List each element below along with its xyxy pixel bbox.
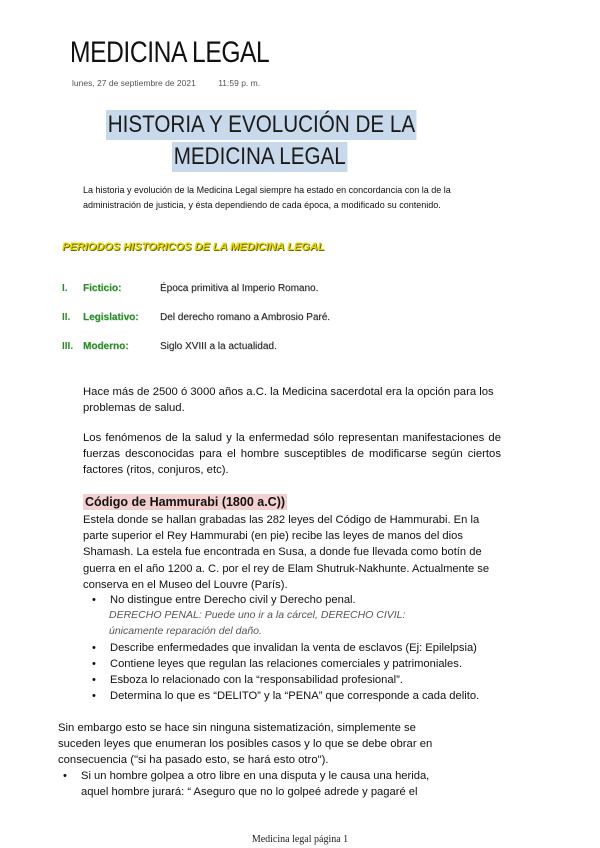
period-item (62, 341, 277, 352)
period-number: II. (62, 312, 71, 323)
list-item-text: No distingue entre Derecho civil y Derecho penal. (110, 594, 356, 606)
period-description: Del derecho romano a Ambrosio Paré. (160, 312, 331, 323)
hammurabi-heading: Código de Hammurabi (1800 a.C)) (85, 495, 286, 509)
hero-title-line-2: MEDICINA LEGAL (173, 143, 346, 170)
period-term: Legislativo: (83, 312, 139, 323)
period-number: III. (62, 341, 74, 352)
note-line: únicamente reparación del daño. (109, 624, 262, 637)
list-item-text: Esboza lo relacionado con la “responsabilidad profesional”. (110, 674, 403, 686)
periods-heading: PERIODOS HISTORICOS DE LA MEDICINA LEGAL (62, 241, 325, 253)
time-text: 11:59 p. m. (218, 78, 261, 88)
list-item-text: Si un hombre golpea a otro libre en una disputa y le causa una herida, (81, 770, 430, 782)
list-item (92, 656, 462, 672)
paragraph-fenomenos: Los fenómenos de la salud y la enfermedad sólo representan manifestaciones de fuerzas desconocidas para el hombre susceptibles de modificarse según ciertos factores (ritos, conjuros, etc). (83, 432, 501, 476)
list-item-text-continued: aquel hombre jurará: “ Aseguro que no lo golpeé adrede y pagaré el (81, 786, 418, 799)
period-description: Época primitiva al Imperio Romano. (160, 283, 319, 294)
period-item (62, 283, 318, 294)
bullet-icon: • (92, 594, 96, 606)
list-item-text: Determina lo que es “DELITO” y la “PENA” que corresponde a cada delito. (110, 690, 480, 702)
period-description: Siglo XVIII a la actualidad. (160, 341, 277, 352)
list-item (92, 640, 477, 656)
list-item-text: Describe enfermedades que invalidan la venta de esclavos (Ej: Epilelpsia) (110, 642, 477, 654)
note-line: DERECHO PENAL: Puede uno ir a la cárcel, DERECHO CIVIL: (109, 609, 406, 621)
bullet-icon: • (92, 642, 96, 654)
list-item-text: Contiene leyes que regulan las relaciones comerciales y patrimoniales. (110, 658, 462, 670)
page-title: MEDICINA LEGAL (70, 36, 270, 69)
period-item (62, 312, 330, 323)
list-item (63, 768, 483, 800)
bullet-note (109, 608, 439, 639)
intro-paragraph: La historia y evolución de la Medicina Legal siempre ha estado en concordancia con la de la administración de justicia, y ésta dependiendo de cada época, a modificado su contenido. (83, 185, 451, 210)
period-term: Ficticio: (83, 283, 122, 294)
bullet-icon: • (92, 674, 96, 686)
list-item (92, 672, 403, 688)
bullet-icon: • (92, 658, 96, 670)
hammurabi-paragraph: Estela donde se hallan grabadas las 282 leyes del Código de Hammurabi. En la parte superior el Rey Hammurabi (en pie) recibe las leyes de manos del dios Shamash. La estela fue encontrada en Susa, a donde fue llevada como botín de guerra en el año 1200 a. C. por el rey de Elam Shutruk-Nakhunte. Actualmente se conserva en el Museo del Louvre (París). (83, 514, 490, 591)
page-footer: Medicina legal página 1 (251, 834, 349, 845)
bullet-icon: • (92, 690, 96, 702)
list-item (92, 592, 356, 608)
date-text: lunes, 27 de septiembre de 2021 (72, 78, 196, 88)
date-line (72, 78, 260, 88)
paragraph-sacerdotal: Hace más de 2500 ó 3000 años a.C. la Medicina sacerdotal era la opción para los problemas de salud. (83, 386, 494, 414)
hero-title-line-1: HISTORIA Y EVOLUCIÓN DE LA (107, 111, 416, 138)
period-term: Moderno: (83, 341, 129, 352)
paragraph-sistematizacion: Sin embargo esto se hace sin ninguna sistematización, simplemente se suceden leyes que enumeran los posibles casos y lo que se debe obrar en consecuencia ("si ha pasado esto, se hará esto otro"). (58, 722, 433, 766)
bullet-icon: • (63, 770, 67, 782)
list-item (92, 688, 479, 704)
period-number: I. (62, 283, 68, 294)
